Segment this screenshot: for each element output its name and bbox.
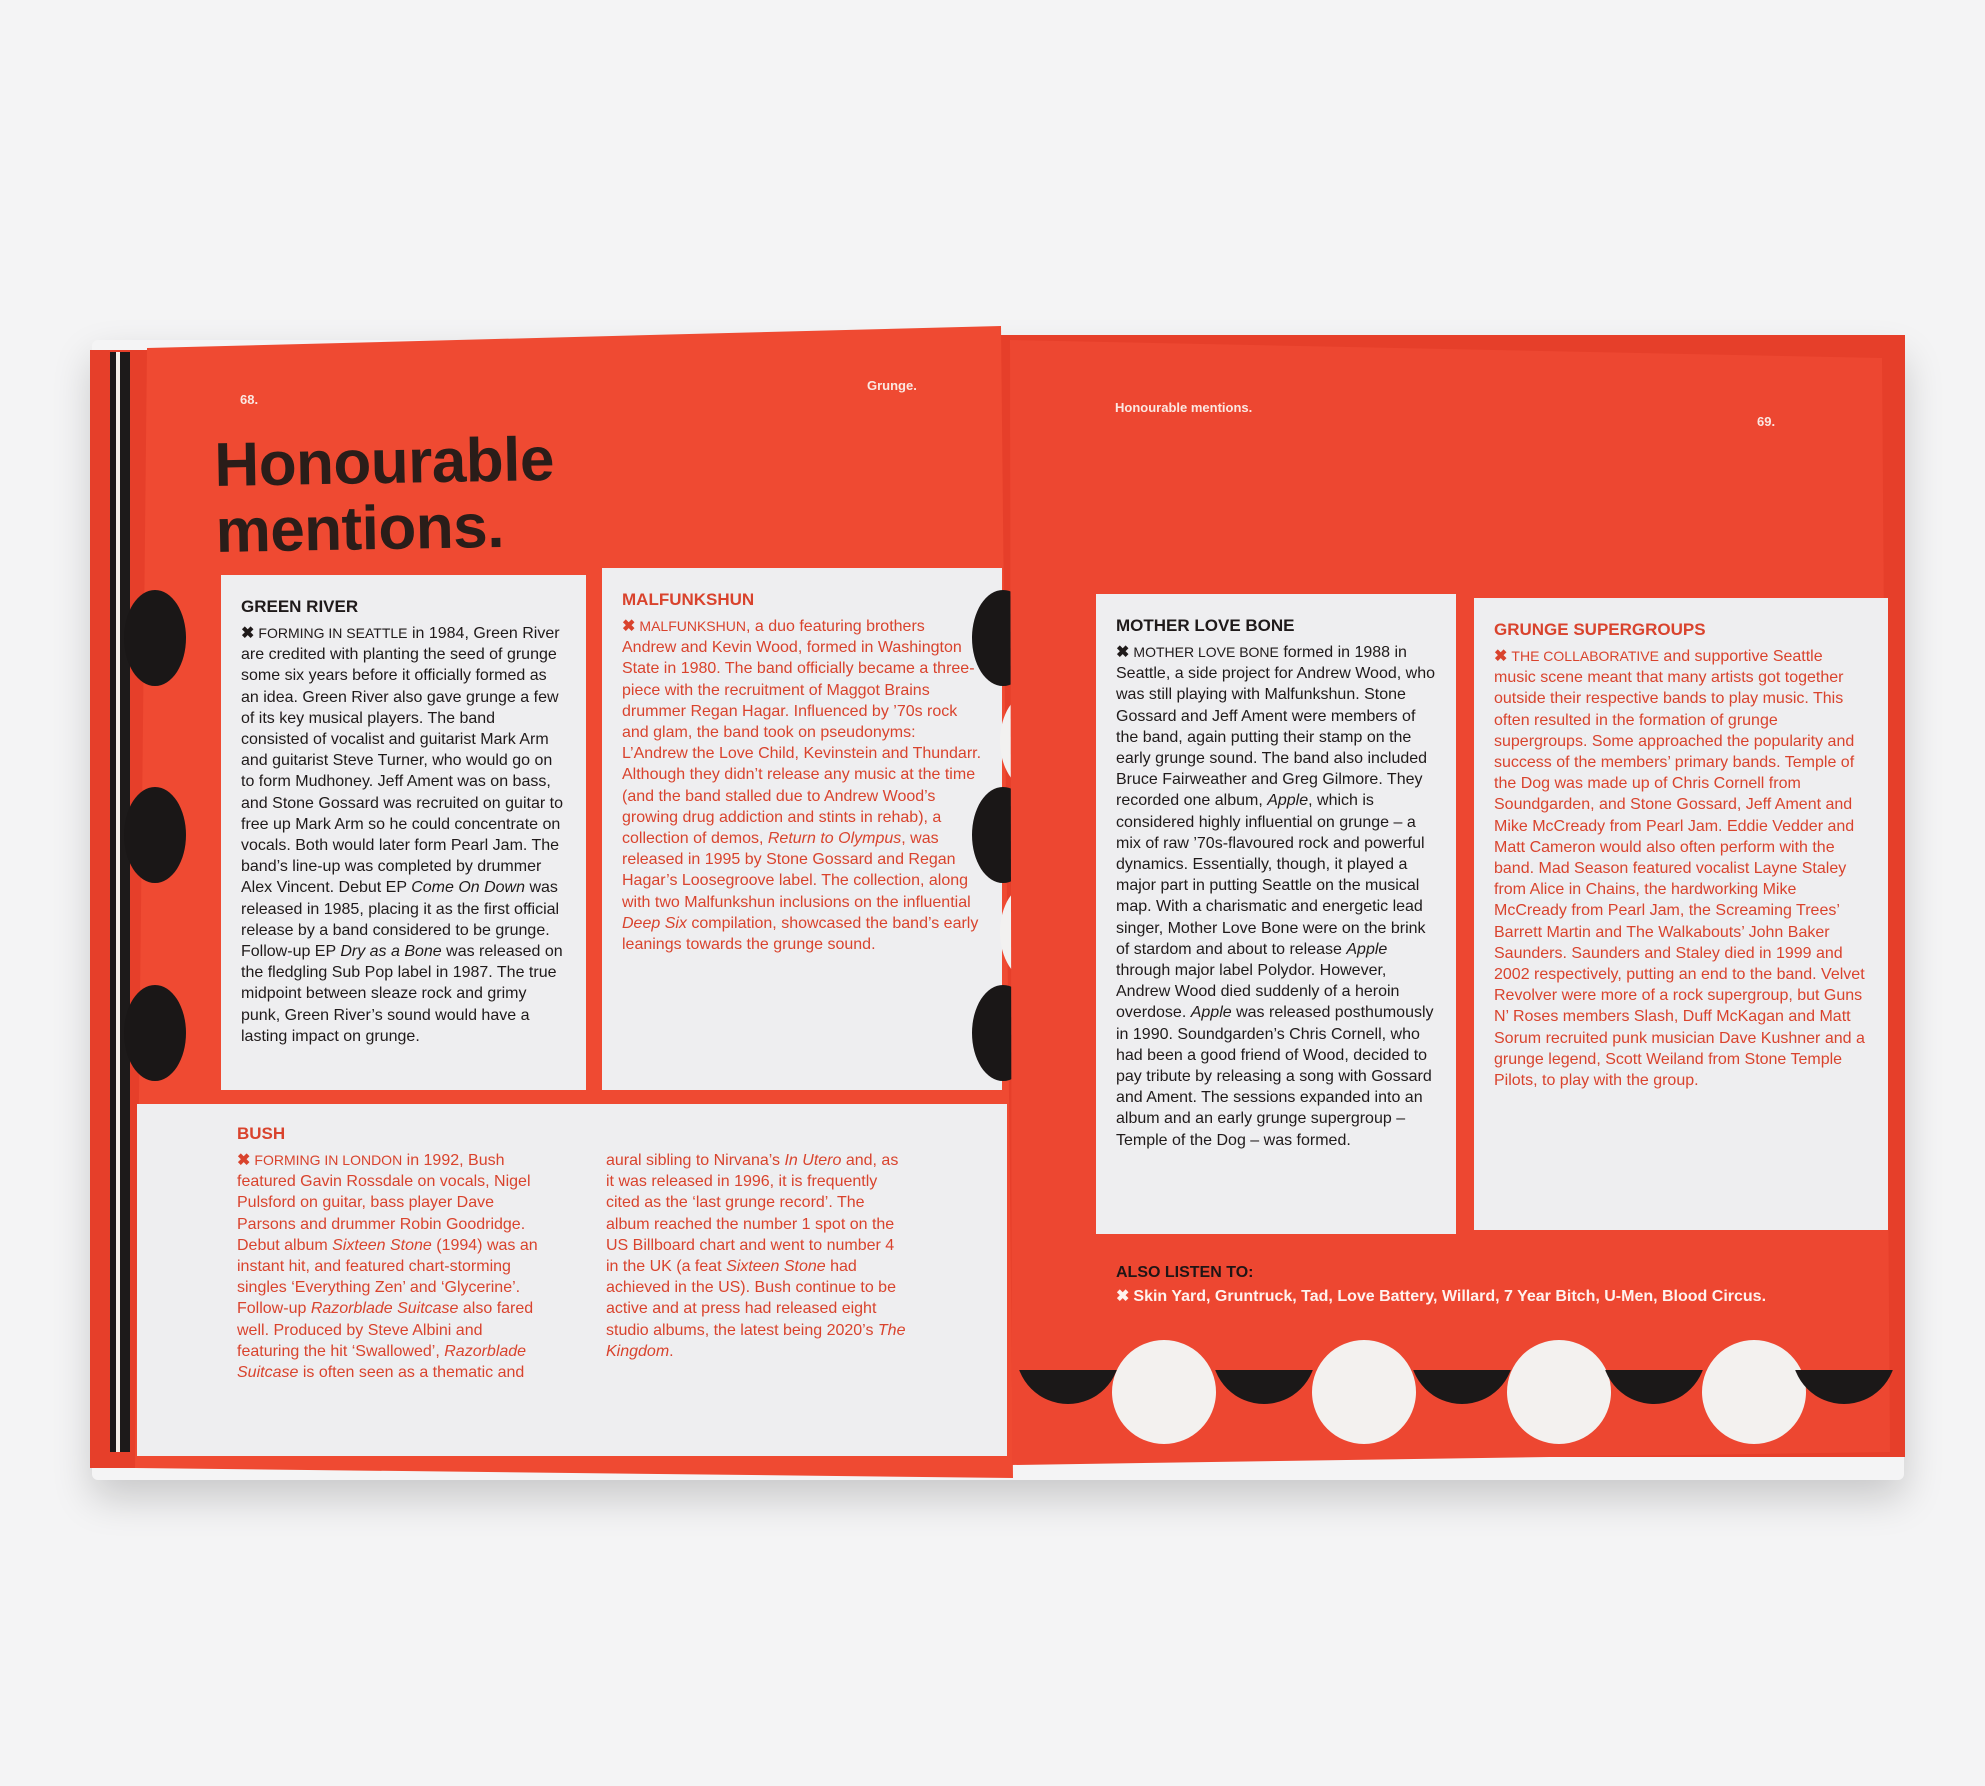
also-listen-list: ✖ Skin Yard, Gruntruck, Tad, Love Battery, Willard, 7 Year Bitch, U-Men, Blood Circus. xyxy=(1116,1288,1767,1305)
running-head-left: Grunge. xyxy=(867,378,917,393)
bush-box xyxy=(137,1104,1007,1456)
page-number-right: 69. xyxy=(1757,414,1776,429)
scallop-white xyxy=(1507,1340,1611,1444)
cross-mark-icon: ✖ xyxy=(237,1152,251,1169)
also-listen-to xyxy=(1116,1264,1766,1306)
scallop-white xyxy=(1312,1340,1416,1444)
also-listen-heading: ALSO LISTEN TO: xyxy=(1116,1264,1254,1281)
bush-text: ✖ FORMING IN LONDON in 1992, Bush featured Gavin Rossdale on vocals, Nigel Pulsford on guitar, bass player Dave Parsons and drummer Robin Goodridge. Debut album Sixteen Stone (1994) was an instant hit, and featured chart-storming singles ‘Everything Zen’ and ‘Glycerine’. Follow-up Razorblade Suitcase also fared well. Produced by Steve Albini and featuring the hit ‘Swallowed’, Razorblade Suitcase is often seen as a thematic and aural sibling to Nirvana’s In Utero and, as it was released in 1996, it is frequently cited as the ‘last grunge record’. The album reached the number 1 spot on the US Billboard chart and went to number 4 in the UK (a feat Sixteen Stone had achieved in the US). Bush continue to be active and at press had released eight studio albums, the latest being 2020’s The Kingdom. xyxy=(237,1152,906,1382)
cross-mark-icon: ✖ xyxy=(1116,644,1130,661)
cross-mark-icon: ✖ xyxy=(1494,648,1508,665)
page-number-left: 68. xyxy=(240,392,259,407)
malfunkshun-box xyxy=(602,568,1002,1090)
malfunkshun-heading: MALFUNKSHUN xyxy=(622,590,755,609)
green-river-heading: GREEN RIVER xyxy=(241,597,359,616)
decor-dot xyxy=(124,985,186,1081)
mother-love-bone-heading: MOTHER LOVE BONE xyxy=(1116,616,1295,635)
mother-love-bone-box xyxy=(1096,594,1456,1234)
bush-heading: BUSH xyxy=(237,1124,286,1143)
decor-dot xyxy=(124,787,186,883)
mother-love-bone-text: ✖ MOTHER LOVE BONE formed in 1988 in Seattle, a side project for Andrew Wood, who was still playing with Malfunkshun. Stone Gossard and Jeff Ament were members of the band, again putting their stamp on the early grunge sound. The band also included Bruce Fairweather and Greg Gilmore. They recorded one album, Apple, which is considered highly influential on grunge – a mix of raw ’70s-flavoured rock and powerful dynamics. Essentially, though, it played a major part in putting Seattle on the musical map. With a charismatic and energetic lead singer, Mother Love Bone were on the brink of stardom and about to release Apple through major label Polydor. However, Andrew Wood died suddenly of a heroin overdose. Apple was released posthumously in 1990. Soundgarden’s Chris Cornell, who had been a good friend of Wood, decided to pay tribute by releasing a song with Gossard and Ament. The sessions expanded into an album and an early grunge supergroup – Temple of the Dog – was formed. xyxy=(1116,644,1435,1149)
scallop-white xyxy=(1702,1340,1806,1444)
malfunkshun-text: ✖ MALFUNKSHUN, a duo featuring brothers Andrew and Kevin Wood, formed in Washington State in 1980. The band officially became a three-piece with the recruitment of Maggot Brains drummer Regan Hagar. Influenced by ’70s rock and glam, the band took on pseudonyms: L’Andrew the Love Child, Kevinstein and Thundarr. Although they didn’t release any music at the time (and the band stalled due to Andrew Wood’s growing drug addiction and stints in rehab), a collection of demos, Return to Olympus, was released in 1995 by Stone Gossard and Regan Hagar’s Loosegroove label. The collection, along with two Malfunkshun inclusions on the influential Deep Six compilation, showcased the band’s early leanings towards the grunge sound. xyxy=(622,618,982,954)
cross-mark-icon: ✖ xyxy=(1116,1288,1130,1305)
green-river-text: ✖ FORMING IN SEATTLE in 1984, Green River are credited with planting the seed of grunge some six years before it officially formed as an idea. Green River also gave grunge a few of its key musical players. The band consisted of vocalist and guitarist Mark Arm and guitarist Steve Turner, who would go on to form Mudhoney. Jeff Ament was on bass, and Stone Gossard was recruited on guitar to free up Mark Arm so he could concentrate on vocals. Both would later form Pearl Jam. The band’s line-up was completed by drummer Alex Vincent. Debut EP Come On Down was released in 1985, placing it as the first official release by a band considered to be grunge. Follow-up EP Dry as a Bone was released on the fledgling Sub Pop label in 1987. The true midpoint between sleaze rock and grimy punk, Green River’s sound would have a lasting impact on grunge. xyxy=(241,625,563,1045)
scallop-decoration xyxy=(1012,1370,1892,1430)
green-river-box xyxy=(221,575,586,1090)
cross-mark-icon: ✖ xyxy=(622,618,636,635)
page-title: Honourable mentions. xyxy=(213,425,555,566)
grunge-supergroups-box xyxy=(1474,598,1888,1230)
decor-dot xyxy=(124,590,186,686)
running-head-right: Honourable mentions. xyxy=(1115,400,1253,415)
scallop-white xyxy=(1112,1340,1216,1444)
cross-mark-icon: ✖ xyxy=(241,625,255,642)
grunge-supergroups-text: ✖ THE COLLABORATIVE and supportive Seattle music scene meant that many artists got together outside their respective bands to play music. This often resulted in the formation of grunge supergroups. Some approached the popularity and success of the members’ primary bands. Temple of the Dog was made up of Chris Cornell from Soundgarden, and Stone Gossard, Jeff Ament and Mike McCready from Pearl Jam. Eddie Vedder and Matt Cameron would also often perform with the band. Mad Season featured vocalist Layne Staley from Alice in Chains, the hardworking Mike McCready from Pearl Jam, the Screaming Trees’ Barrett Martin and The Walkabouts’ John Baker Saunders. Saunders and Staley died in 1999 and 2002 respectively, putting an end to the band. Velvet Revolver were more of a rock supergroup, but Guns N’ Roses members Slash, Duff McKagan and Matt Sorum recruited punk musician Dave Kushner and a grunge legend, Scott Weiland from Stone Temple Pilots, to play with the group. xyxy=(1494,648,1865,1090)
grunge-supergroups-heading: GRUNGE SUPERGROUPS xyxy=(1494,620,1706,639)
